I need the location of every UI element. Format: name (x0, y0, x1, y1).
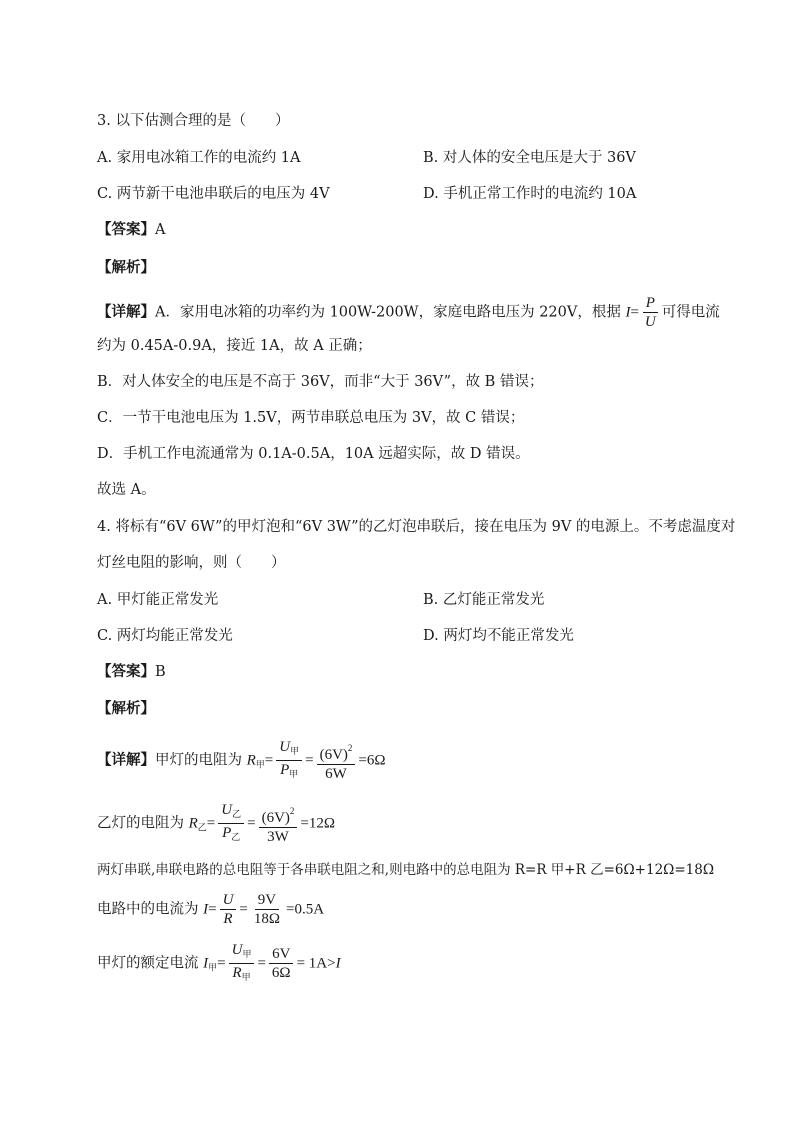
answer-value: B (155, 664, 166, 680)
q3-option-c: C. 两节新干电池串联后的电压为 4V (97, 186, 330, 202)
q3-detail-line5: D．手机工作电流通常为 0.1A-0.5A，10A 远超实际，故 D 错误。 (97, 446, 530, 462)
detail-label: 【详解】 (97, 304, 155, 321)
q4-option-d: D. 两灯均不能正常发光 (423, 628, 574, 644)
q4-answer (97, 662, 166, 682)
q3-option-b: B. 对人体的安全电压是大于 36V (423, 150, 636, 166)
q3-option-d: D. 手机正常工作时的电流约 10A (423, 186, 637, 202)
fraction-p-over-u: $\frac{P}{U}$ (642, 294, 659, 331)
q4-resistance-yi: 乙灯的电阻为 $R_乙=$ $\frac{U_乙}{P_乙}$ = $\frac{(6V)^2}{3W}$ =12Ω (97, 802, 336, 845)
q3-detail-line2: 约为 0.45A-0.9A，接近 1A，故 A 正确； (97, 338, 372, 354)
q4-series-total: 两灯串联,串联电路的总电阻等于各串联电阻之和,则电路中的总电阻为 R=R 甲+R 乙=6Ω+12Ω=18Ω (97, 862, 715, 878)
q4-resistance-jia: 【详解】甲灯的电阻为 $R_甲=$ $\frac{U_甲}{P_甲}$ = $\frac{(6V)^2}{6W}$ =6Ω (97, 739, 386, 782)
answer-value: A (155, 222, 166, 238)
q4-stem-line2: 灯丝电阻的影响，则（ ） (97, 555, 286, 571)
q3-option-a: A. 家用电冰箱工作的电流约 1A (97, 150, 301, 166)
q4-option-a: A. 甲灯能正常发光 (97, 592, 219, 608)
q3-answer (97, 220, 165, 240)
q4-current: 电路中的电流为 I= $\frac{U}{R}$ = $\frac{9V}{18\Omega}$ =0.5A (97, 892, 325, 927)
q3-analysis-label: 【解析】 (97, 260, 155, 276)
detail-label: 【详解】 (97, 752, 155, 769)
q3-detail-line3: B．对人体安全的电压是不高于 36V，而非“大于 36V”，故 B 错误； (97, 374, 544, 390)
q4-analysis-label: 【解析】 (97, 701, 155, 717)
q4-stem-line1: 4. 将标有“6V 6W”的甲灯泡和“6V 3W”的乙灯泡串联后，接在电压为 9V 的电源上。不考虑温度对 (97, 519, 736, 535)
q3-stem: 3. 以下估测合理的是（ ） (97, 113, 290, 129)
q4-rated-current: 甲灯的额定电流 $I_甲=$ $\frac{U_甲}{R_甲}$ = $\frac{6V}{6\Omega}$ = 1A>I (97, 942, 341, 982)
q3-detail-line4: C．一节干电池电压为 1.5V，两节串联总电压为 3V，故 C 错误； (97, 410, 525, 426)
q4-option-b: B. 乙灯能正常发光 (423, 592, 545, 608)
q3-detail-line1: 【详解】A．家用电冰箱的功率约为 100W-200W，家庭电路电压为 220V，根据 I= $\frac{P}{U}$ 可得电流 (97, 295, 720, 330)
answer-label: 【答案】 (97, 222, 155, 238)
answer-label: 【答案】 (97, 664, 155, 680)
q4-option-c: C. 两灯均能正常发光 (97, 628, 233, 644)
q3-conclusion: 故选 A。 (97, 482, 156, 498)
